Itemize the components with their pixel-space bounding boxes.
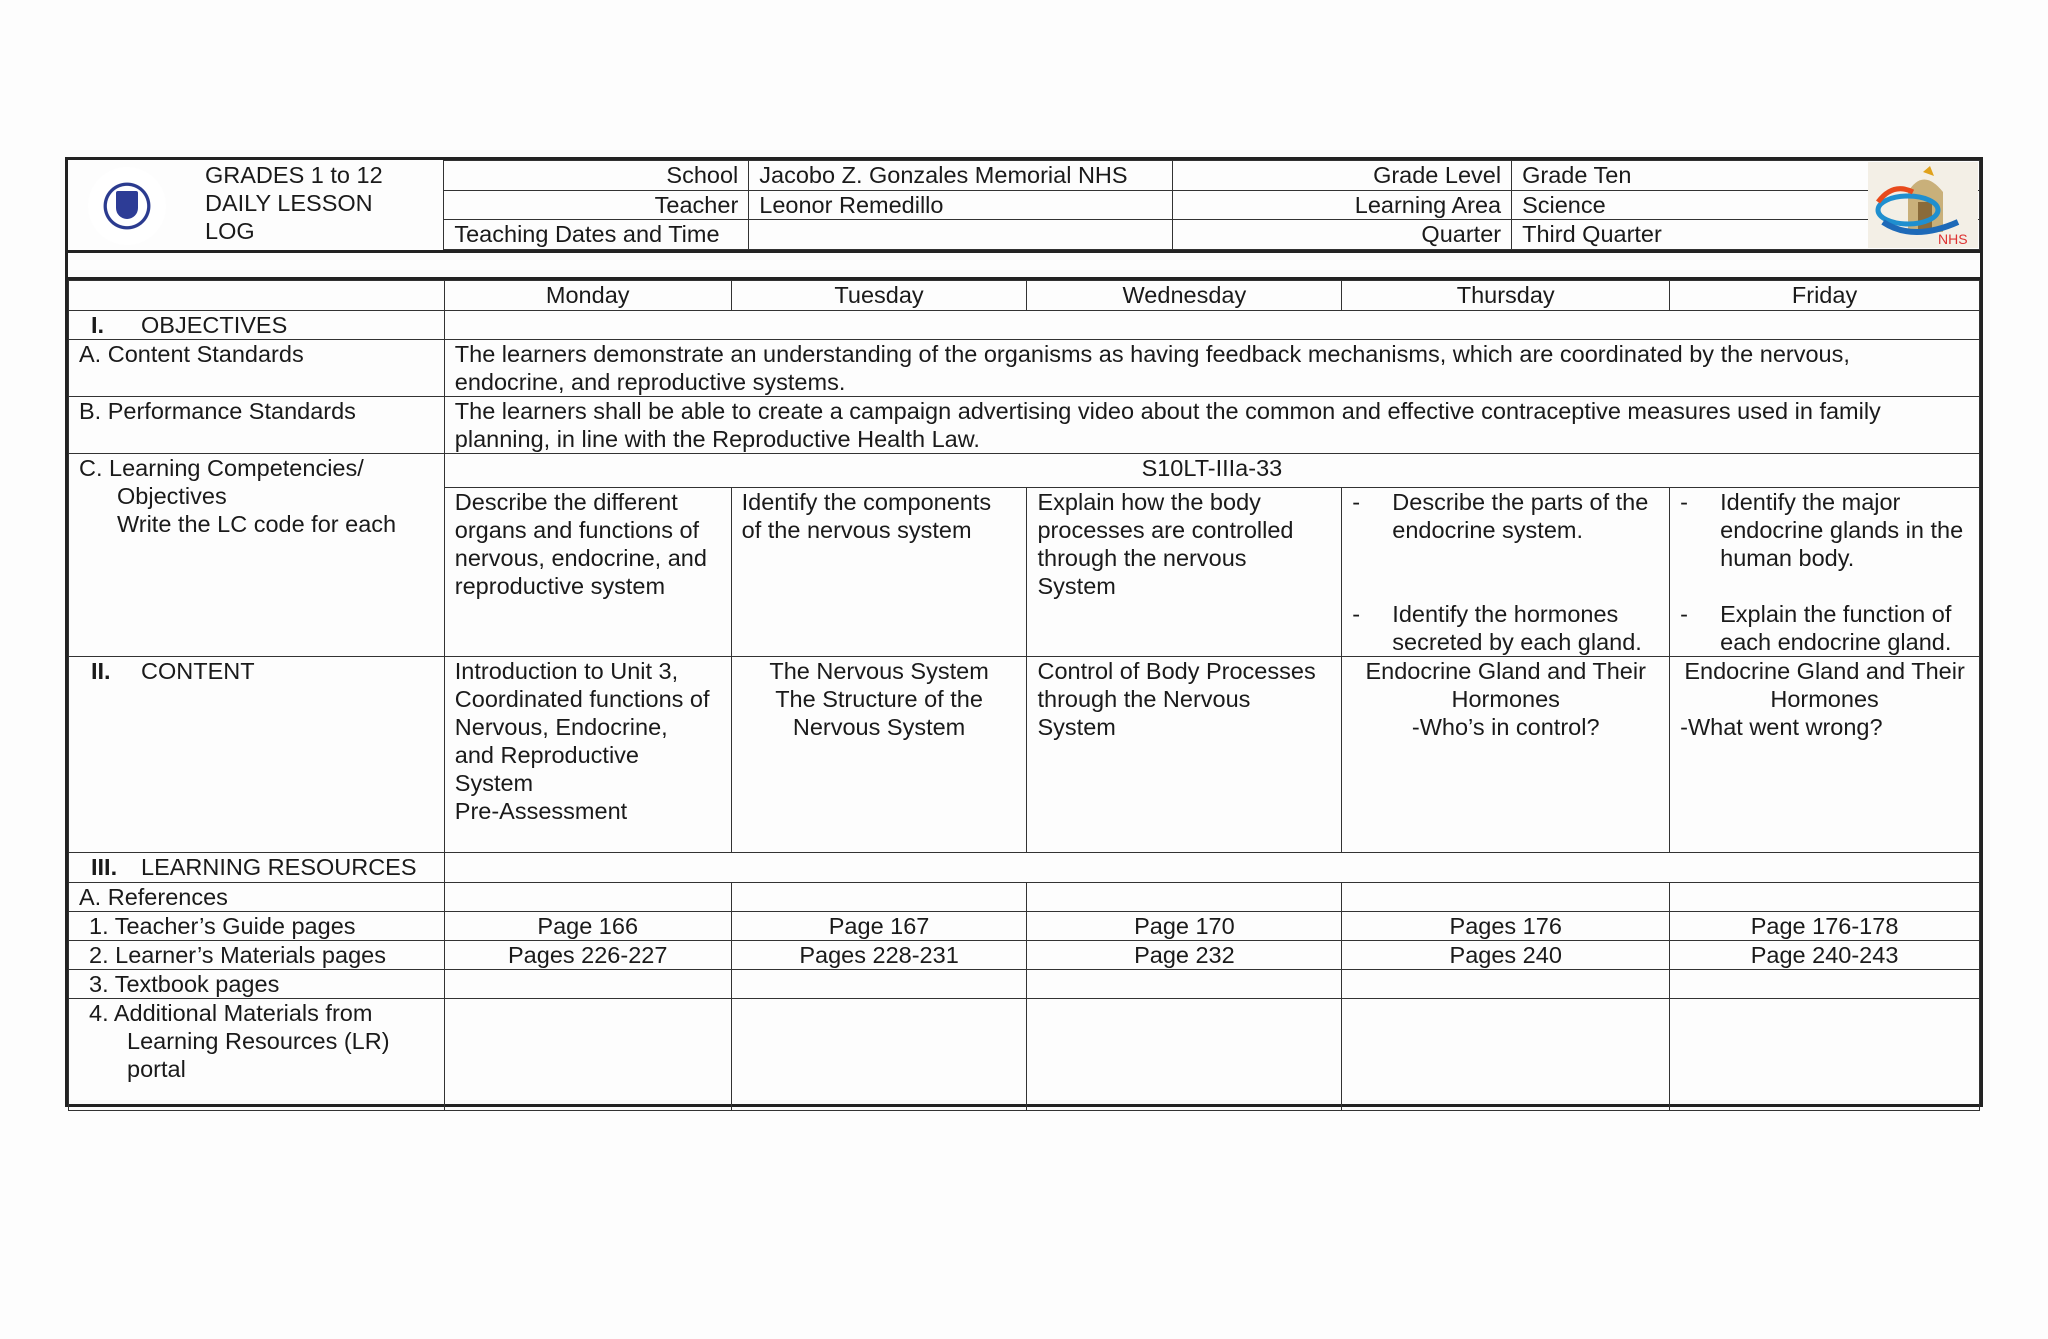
teachers-guide-label: 1. Teacher’s Guide pages <box>69 912 445 941</box>
lc-friday <box>1670 488 1980 657</box>
lc-thursday <box>1342 488 1670 657</box>
day-monday: Monday <box>444 281 731 311</box>
textbook-thursday <box>1342 970 1670 999</box>
textbook-tuesday <box>731 970 1027 999</box>
teachers-guide-thursday: Pages 176 <box>1342 912 1670 941</box>
content-tuesday: The Nervous System The Structure of the Nervous System <box>731 657 1027 853</box>
svg-text:NHS: NHS <box>1938 231 1968 247</box>
lc-tuesday: Identify the components of the nervous system <box>731 488 1027 657</box>
content-standards-text: The learners demonstrate an understanding of the organisms as having feedback mechanisms, which are coordinated by the nervous, endocrine, and reproductive systems. <box>444 340 1979 397</box>
teachers-guide-wednesday: Page 170 <box>1027 912 1342 941</box>
title-cell <box>68 161 444 250</box>
learners-materials-label: 2. Learner’s Materials pages <box>69 941 445 970</box>
learners-materials-friday: Page 240-243 <box>1670 941 1980 970</box>
resources-heading: III. LEARNING RESOURCES <box>69 853 445 883</box>
day-header-blank <box>69 281 445 311</box>
day-thursday: Thursday <box>1342 281 1670 311</box>
references-cell-tue <box>731 883 1027 912</box>
school-logo-icon <box>1868 162 1978 248</box>
table-row <box>69 912 1980 941</box>
quarter-label: Quarter <box>1173 220 1512 250</box>
content-monday: Introduction to Unit 3, Coordinated functions of Nervous, Endocrine, and Reproductive System Pre-Assessment <box>444 657 731 853</box>
references-cell-fri <box>1670 883 1980 912</box>
learners-materials-tuesday: Pages 228-231 <box>731 941 1027 970</box>
daily-lesson-log <box>65 157 1983 1107</box>
school-label: School <box>444 161 749 191</box>
content-friday: Endocrine Gland and Their Hormones -What went wrong? <box>1670 657 1980 853</box>
references-cell-wed <box>1027 883 1342 912</box>
school-value: Jacobo Z. Gonzales Memorial NHS <box>749 161 1173 191</box>
dates-label: Teaching Dates and Time <box>444 220 749 250</box>
teacher-value: Leonor Remedillo <box>749 191 1173 220</box>
lesson-table <box>68 280 1980 1111</box>
teacher-label: Teacher <box>444 191 749 220</box>
teachers-guide-monday: Page 166 <box>444 912 731 941</box>
lc-wednesday: Explain how the body processes are controlled through the nervous System <box>1027 488 1342 657</box>
content-standards-label: A. Content Standards <box>69 340 445 397</box>
day-friday: Friday <box>1670 281 1980 311</box>
lc-monday: Describe the different organs and functions of nervous, endocrine, and reproductive system <box>444 488 731 657</box>
objectives-blank <box>444 311 1979 340</box>
table-row <box>69 941 1980 970</box>
quarter-value: Third Quarter <box>1512 220 1980 250</box>
additional-wednesday <box>1027 999 1342 1111</box>
content-heading: II. CONTENT <box>69 657 445 853</box>
dates-value <box>749 220 1173 250</box>
area-value: Science <box>1512 191 1980 220</box>
teachers-guide-friday: Page 176-178 <box>1670 912 1980 941</box>
additional-thursday <box>1342 999 1670 1111</box>
lc-thursday-item-2: - Identify the hormones secreted by each gland. <box>1352 601 1642 655</box>
additional-materials-label: 4. Additional Materials from Learning Resources (LR) portal <box>69 999 445 1111</box>
textbook-friday <box>1670 970 1980 999</box>
learners-materials-wednesday: Page 232 <box>1027 941 1342 970</box>
header-table <box>68 160 1980 250</box>
day-wednesday: Wednesday <box>1027 281 1342 311</box>
objectives-heading: I. OBJECTIVES <box>69 311 445 340</box>
teachers-guide-tuesday: Page 167 <box>731 912 1027 941</box>
resources-blank <box>444 853 1979 883</box>
grade-label: Grade Level <box>1173 161 1512 191</box>
learners-materials-monday: Pages 226-227 <box>444 941 731 970</box>
lc-friday-item-1: - Identify the major endocrine glands in the human body. <box>1680 489 1964 571</box>
references-cell-mon <box>444 883 731 912</box>
additional-tuesday <box>731 999 1027 1111</box>
title-line-3: LOG <box>205 217 255 244</box>
textbook-label: 3. Textbook pages <box>69 970 445 999</box>
textbook-monday <box>444 970 731 999</box>
learning-competencies-label: C. Learning Competencies/ Objectives Write the LC code for each <box>69 454 445 657</box>
additional-monday <box>444 999 731 1111</box>
header-separator <box>68 250 1980 280</box>
learners-materials-thursday: Pages 240 <box>1342 941 1670 970</box>
title-line-1: GRADES 1 to 12 <box>205 161 383 188</box>
lc-code: S10LT-IIIa-33 <box>444 454 1979 488</box>
references-label: A. References <box>69 883 445 912</box>
content-thursday: Endocrine Gland and Their Hormones -Who’s in control? <box>1342 657 1670 853</box>
area-label: Learning Area <box>1173 191 1512 220</box>
textbook-wednesday <box>1027 970 1342 999</box>
deped-seal-icon <box>88 167 166 245</box>
title-line-2: DAILY LESSON <box>205 189 373 216</box>
additional-friday <box>1670 999 1980 1111</box>
content-wednesday: Control of Body Processes through the Nervous System <box>1027 657 1342 853</box>
day-tuesday: Tuesday <box>731 281 1027 311</box>
grade-value: Grade Ten <box>1512 161 1980 191</box>
lc-thursday-item-1: - Describe the parts of the endocrine system. <box>1352 489 1649 543</box>
performance-standards-text: The learners shall be able to create a campaign advertising video about the common and effective contraceptive measures used in family planning, in line with the Reproductive Health Law. <box>444 397 1979 454</box>
references-cell-thu <box>1342 883 1670 912</box>
table-row <box>69 970 1980 999</box>
lc-friday-item-2: - Explain the function of each endocrine gland. <box>1680 601 1952 655</box>
performance-standards-label: B. Performance Standards <box>69 397 445 454</box>
